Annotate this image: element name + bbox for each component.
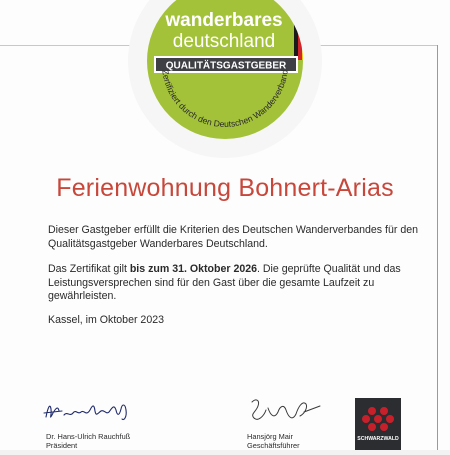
seal-ribbon-text: QUALITÄTSGASTGEBER <box>165 60 287 72</box>
signature-rauchfuss <box>40 395 136 427</box>
signature2-name: Hansjörg Mair <box>247 432 294 441</box>
seal-brand-line1: wanderbares <box>165 10 283 31</box>
schwarzwald-logo <box>355 398 401 450</box>
signature1-role: Präsident <box>46 441 78 450</box>
signature-mair <box>244 392 324 428</box>
validity-text-pre: Das Zertifikat gilt <box>48 263 130 275</box>
page-title: Ferienwohnung Bohnert-Arias <box>56 174 394 202</box>
page-border-right <box>437 45 438 450</box>
schwarzwald-label: SCHWARZWALD <box>357 436 399 442</box>
validity-date: bis zum 31. Oktober 2026 <box>129 263 258 275</box>
place-date: Kassel, im Oktober 2023 <box>48 314 164 326</box>
seal-brand-line2: deutschland <box>172 31 276 52</box>
seal-arc-text: Zertifiziert durch den Deutschen Wanderverband <box>160 69 290 130</box>
schwarzwald-mark-icon <box>355 398 401 450</box>
signature1-name: Dr. Hans-Ulrich Rauchfuß <box>46 432 131 441</box>
validity-paragraph <box>48 263 430 304</box>
wanderbares-deutschland-seal <box>128 0 322 158</box>
validity-text-post: . Die geprüfte Qualität und das Leistungsversprechen sind für den Gast über die gesamte Laufzeit zu gewährleisten. <box>48 263 401 302</box>
criteria-paragraph: Dieser Gastgeber erfüllt die Kriterien des Deutschen Wanderverbandes für den Qualitätsgastgeber Wanderbares Deutschland. <box>48 224 418 250</box>
signature2-role: Geschäftsführer <box>247 441 300 450</box>
